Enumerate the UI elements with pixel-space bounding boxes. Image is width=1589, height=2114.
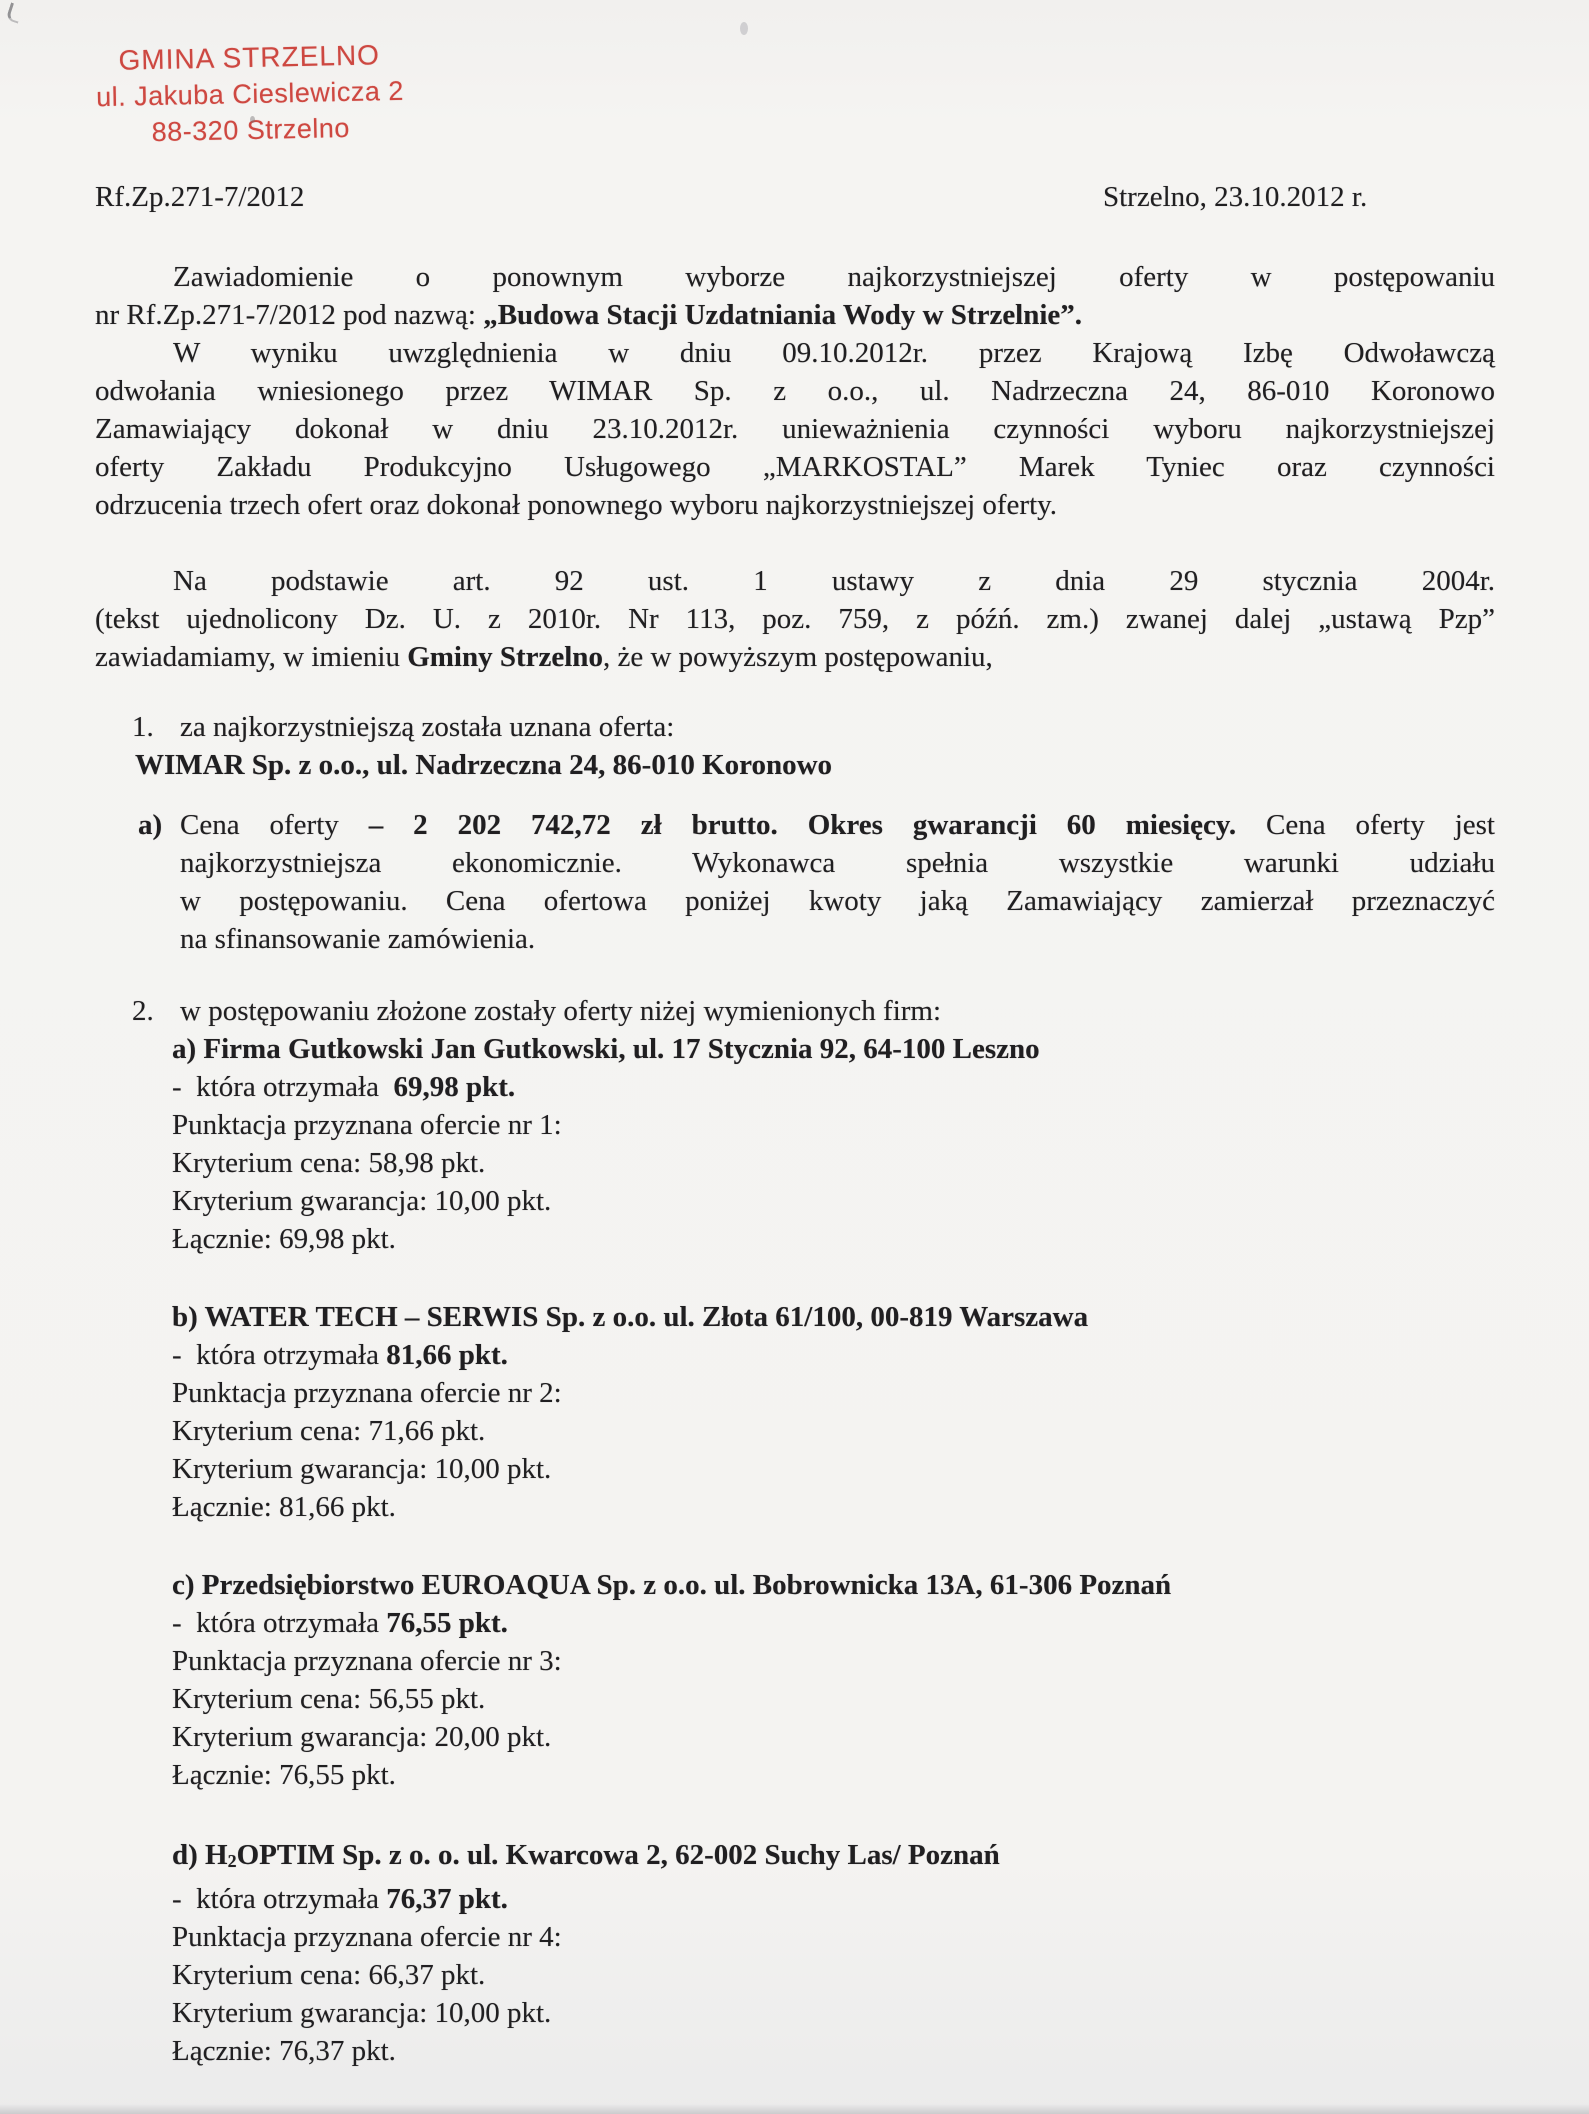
stamp-line-3: 88-320 Strzelno: [151, 112, 351, 148]
emphasis-text: 76,55 pkt.: [386, 1607, 508, 1639]
text-run: , że w powyższym postępowaniu,: [602, 641, 993, 673]
doc-line: [95, 708, 1495, 746]
emphasis-text: d) H: [172, 1839, 228, 1871]
doc-line: [95, 1182, 1495, 1220]
scan-artifact-pen-mark: [6, 2, 24, 23]
text-run: najkorzystniejsza ekonomicznie. Wykonawca spełnia wszystkie warunki udziału: [180, 847, 1495, 879]
text-run: w postępowaniu złożone zostały oferty niżej wymienionych firm:: [180, 995, 942, 1027]
doc-line: [95, 486, 1495, 524]
doc-line: [95, 1298, 1495, 1336]
doc-line: [95, 1880, 1495, 1918]
scan-artifact-speck: [740, 22, 748, 35]
scan-artifact-dot: [250, 116, 255, 123]
text-run: - która otrzymała: [172, 1607, 387, 1639]
text-run: Cena oferty: [180, 809, 369, 841]
text-run: W wyniku uwzględnienia w dniu 09.10.2012r. przez Krajową Izbę Odwoławczą: [173, 337, 1495, 369]
text-run: w postępowaniu. Cena ofertowa poniżej kwoty jaką Zamawiający zamierzał przeznaczyć: [180, 885, 1495, 917]
emphasis-text: 76,37 pkt.: [386, 1883, 508, 1916]
emphasis-text: OPTIM Sp. z o. o. ul. Kwarcowa 2, 62-002 Suchy Las/ Poznań: [236, 1839, 1000, 1871]
doc-line: [95, 1718, 1495, 1756]
doc-line: [95, 448, 1495, 486]
list-marker: 1.: [132, 711, 154, 743]
doc-line: [95, 1336, 1495, 1374]
text-run: Kryterium cena: 66,37 pkt.: [172, 1959, 486, 1992]
doc-line: [95, 1030, 1495, 1068]
text-run: Na podstawie art. 92 ust. 1 ustawy z dnia 29 stycznia 2004r.: [173, 565, 1495, 597]
text-run: Łącznie: 76,55 pkt.: [172, 1759, 396, 1791]
stamp-line-2: ul. Jakuba Cieslewicza 2: [95, 75, 405, 113]
doc-line: [95, 920, 1495, 958]
text-run: Kryterium cena: 58,98 pkt.: [172, 1147, 486, 1179]
doc-line: [95, 1566, 1495, 1604]
reference-number: Rf.Zp.271-7/2012: [95, 181, 305, 213]
text-run: odwołania wniesionego przez WIMAR Sp. z o.o., ul. Nadrzeczna 24, 86-010 Koronowo: [95, 375, 1495, 407]
doc-line: [95, 806, 1495, 844]
text-run: Punktacja przyznana ofercie nr 2:: [172, 1377, 562, 1409]
doc-line: [95, 882, 1495, 920]
text-run: Zamawiający dokonał w dniu 23.10.2012r. unieważnienia czynności wyboru najkorzystniejszej: [95, 413, 1495, 445]
text-run: Punktacja przyznana ofercie nr 3:: [172, 1645, 562, 1677]
doc-line: [95, 372, 1495, 410]
text-run: odrzucenia trzech ofert oraz dokonał ponownego wyboru najkorzystniejszej oferty.: [95, 489, 1057, 521]
doc-line: [95, 1642, 1495, 1680]
text-run: Łącznie: 69,98 pkt.: [172, 1223, 396, 1255]
text-run: Cena oferty jest: [1236, 809, 1495, 841]
text-run: Zawiadomienie o ponownym wyborze najkorzystniejszej oferty w postępowaniu: [173, 261, 1495, 293]
emphasis-text: Gminy Strzelno: [407, 641, 603, 673]
text-run: Punktacja przyznana ofercie nr 1:: [172, 1109, 562, 1141]
list-marker: a): [138, 809, 163, 841]
doc-line: [95, 2032, 1495, 2070]
text-run: za najkorzystniejszą została uznana oferta:: [180, 711, 675, 743]
doc-line: [95, 1450, 1495, 1488]
text-run: Kryterium gwarancja: 10,00 pkt.: [172, 1453, 552, 1485]
document-body: [95, 258, 1495, 2070]
doc-line: [95, 1604, 1495, 1642]
doc-line: [95, 1412, 1495, 1450]
doc-line: [95, 1680, 1495, 1718]
emphasis-text: WIMAR Sp. z o.o., ul. Nadrzeczna 24, 86-010 Koronowo: [135, 749, 833, 781]
text-run: - która otrzymała: [172, 1071, 394, 1103]
doc-line: [95, 746, 1495, 784]
doc-line: [95, 1994, 1495, 2032]
list-marker: 2.: [132, 995, 154, 1027]
text-run: Kryterium gwarancja: 20,00 pkt.: [172, 1721, 552, 1753]
doc-line: [95, 844, 1495, 882]
doc-line: [95, 258, 1495, 296]
doc-line: [95, 296, 1495, 334]
emphasis-text: – 2 202 742,72 zł brutto. Okres gwarancji 60 miesięcy.: [368, 809, 1237, 841]
doc-line: [95, 410, 1495, 448]
doc-line: [95, 1220, 1495, 1258]
text-run: zawiadamiamy, w imieniu: [95, 641, 408, 673]
emphasis-text: 2: [227, 1851, 237, 1872]
emphasis-text: 69,98 pkt.: [393, 1071, 516, 1103]
doc-line: [95, 600, 1495, 638]
doc-line: [95, 1374, 1495, 1412]
doc-line: [95, 992, 1495, 1030]
text-run: nr Rf.Zp.271-7/2012 pod nazwą:: [95, 299, 484, 331]
text-run: Kryterium gwarancja: 10,00 pkt.: [172, 1997, 552, 2030]
text-run: - która otrzymała: [172, 1339, 387, 1371]
doc-line: [95, 334, 1495, 372]
emphasis-text: a) Firma Gutkowski Jan Gutkowski, ul. 17 Stycznia 92, 64-100 Leszno: [172, 1033, 1040, 1065]
text-run: - która otrzymała: [172, 1883, 387, 1916]
scan-bottom-edge-shadow: [0, 2104, 1589, 2114]
doc-line: [95, 1956, 1495, 1994]
doc-line: [95, 1488, 1495, 1526]
doc-line: [95, 1106, 1495, 1144]
text-run: Łącznie: 76,37 pkt.: [172, 2035, 396, 2068]
emphasis-text: „Budowa Stacji Uzdatniania Wody w Strzelnie”.: [483, 299, 1083, 331]
text-run: Kryterium cena: 71,66 pkt.: [172, 1415, 486, 1447]
stamp-line-1: GMINA STRZELNO: [118, 39, 381, 76]
doc-line: [95, 638, 1495, 676]
text-run: oferty Zakładu Produkcyjno Usługowego „MARKOSTAL” Marek Tyniec oraz czynności: [95, 451, 1495, 483]
doc-line: [95, 562, 1495, 600]
text-run: Punktacja przyznana ofercie nr 4:: [172, 1921, 562, 1954]
emphasis-text: b) WATER TECH – SERWIS Sp. z o.o. ul. Złota 61/100, 00-819 Warszawa: [172, 1301, 1089, 1333]
doc-line: [95, 1918, 1495, 1956]
doc-line: [95, 1068, 1495, 1106]
doc-line: [95, 1144, 1495, 1182]
emphasis-text: c) Przedsiębiorstwo EUROAQUA Sp. z o.o. ul. Bobrownicka 13A, 61-306 Poznań: [172, 1569, 1172, 1601]
municipality-stamp: [69, 36, 431, 152]
text-run: Kryterium gwarancja: 10,00 pkt.: [172, 1185, 552, 1217]
text-run: Łącznie: 81,66 pkt.: [172, 1491, 396, 1523]
text-run: na sfinansowanie zamówienia.: [180, 923, 536, 955]
doc-line: [95, 1756, 1495, 1794]
emphasis-text: 81,66 pkt.: [386, 1339, 508, 1371]
doc-line: [95, 1836, 1495, 1880]
text-run: Kryterium cena: 56,55 pkt.: [172, 1683, 486, 1715]
place-and-date: Strzelno, 23.10.2012 r.: [1103, 181, 1368, 213]
text-run: (tekst ujednolicony Dz. U. z 2010r. Nr 113, poz. 759, z późń. zm.) zwanej dalej „ustawą Pzp”: [95, 603, 1495, 635]
